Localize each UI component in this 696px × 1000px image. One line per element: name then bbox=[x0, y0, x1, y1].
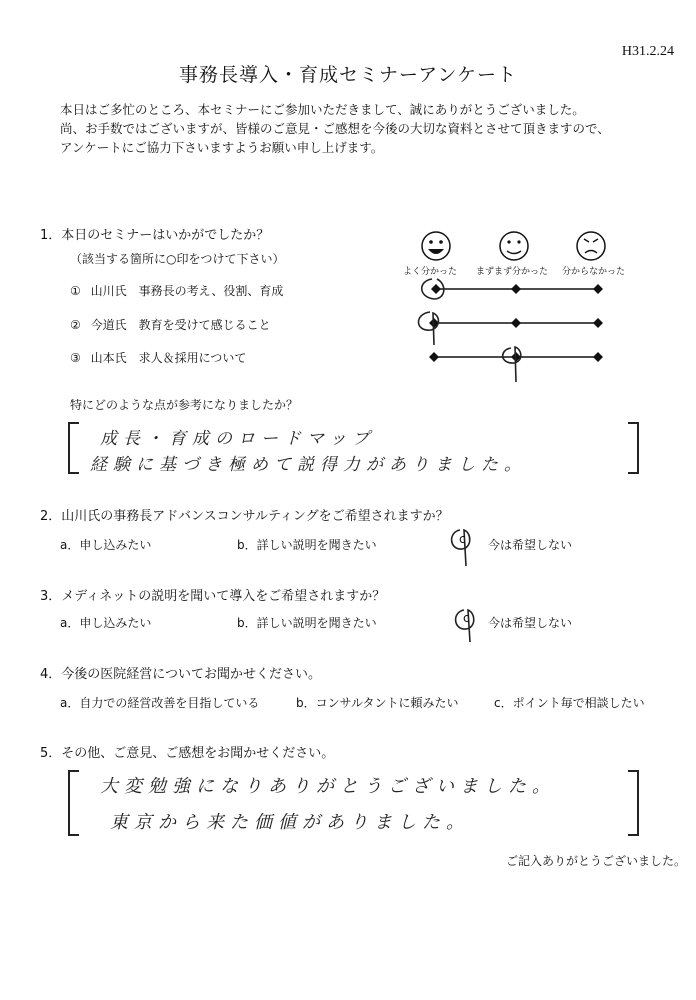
page-title: 事務長導入・育成セミナーアンケート bbox=[179, 64, 517, 86]
q2-mark: c bbox=[459, 532, 466, 546]
intro-line: 本日はご多忙のところ、本セミナーにご参加いただきまして、誠にありがとうございました。 bbox=[60, 102, 585, 117]
scale-label: まずまず分かった bbox=[476, 267, 549, 277]
q2-question: 2．山川氏の事務長アドバンスコンサルティングをご希望されますか？ bbox=[40, 509, 449, 524]
closing-text: ご記入ありがとうございました。 bbox=[505, 854, 686, 868]
q4-option-a: a．自力での経営改善を目指している bbox=[60, 696, 260, 710]
q1-question: 1．本日のセミナーはいかがでしたか？ bbox=[40, 228, 270, 243]
q1-item bbox=[70, 316, 271, 333]
item-number: ① bbox=[70, 284, 81, 298]
q3-option-c: 今は希望しない bbox=[488, 616, 573, 630]
q4-option-c: c．ポイント毎で相談したい bbox=[494, 696, 645, 710]
q4-question: 4．今後の医院経営についてお聞かせください。 bbox=[40, 667, 322, 682]
q1-item bbox=[70, 349, 246, 366]
intro-line: アンケートにご協力下さいますようお願い申し上げます。 bbox=[60, 140, 384, 155]
date: H31.2.24 bbox=[621, 44, 674, 59]
answer-bracket-left bbox=[68, 422, 79, 474]
q3-question: 3．メディネットの説明を聞いて導入をご希望されますか？ bbox=[40, 589, 386, 604]
scale-label: よく分かった bbox=[403, 267, 458, 277]
q2-option-c: 今は希望しない bbox=[488, 538, 573, 552]
q5-question: 5．その他、ご意見、ご感想をお聞かせください。 bbox=[40, 746, 335, 761]
smile-face-icon bbox=[422, 232, 450, 260]
item-number: ③ bbox=[70, 351, 81, 365]
q1-item bbox=[70, 282, 283, 299]
handwritten-answer: 成長・育成のロードマップ bbox=[100, 429, 376, 449]
q4-option-b: b．コンサルタントに頼みたい bbox=[296, 696, 459, 710]
q1-note: （該当する箇所に○印をつけて下さい） bbox=[70, 252, 285, 266]
q3-option-b: b．詳しい説明を聞きたい bbox=[237, 616, 377, 630]
item-label: 山本氏 求人＆採用について bbox=[90, 351, 247, 365]
q2-option-b: b．詳しい説明を聞きたい bbox=[237, 538, 377, 552]
q2-option-a: a．申し込みたい bbox=[60, 538, 152, 552]
answer-bracket-left bbox=[68, 770, 79, 836]
scale-label: 分からなかった bbox=[562, 267, 626, 277]
frown-face-icon bbox=[577, 232, 605, 260]
answer-bracket-right bbox=[628, 422, 639, 474]
q3-mark: c bbox=[463, 611, 470, 625]
handwritten-answer: 大変勉強になりありがとうございました。 bbox=[100, 776, 556, 797]
rating-line-1 bbox=[431, 284, 603, 294]
intro-line: 尚、お手数ではございますが、皆様のご意見・ご感想を今後の大切な資料とさせて頂きますので、 bbox=[60, 121, 610, 136]
handwritten-circle-mark bbox=[418, 312, 438, 345]
handwritten-answer: 経験に基づき極めて説得力がありました。 bbox=[90, 455, 527, 475]
neutral-face-icon bbox=[500, 232, 528, 260]
handwritten-answer: 東京から来た価値がありました。 bbox=[110, 812, 470, 833]
handwritten-circle-mark bbox=[503, 347, 521, 382]
item-label: 山川氏 事務長の考え、役割、育成 bbox=[90, 284, 284, 298]
item-label: 今道氏 教育を受けて感じること bbox=[90, 318, 271, 332]
q1-followup: 特にどのような点が参考になりましたか？ bbox=[70, 398, 299, 412]
q3-option-a: a．申し込みたい bbox=[60, 616, 152, 630]
answer-bracket-right bbox=[628, 770, 639, 836]
rating-line-2 bbox=[429, 318, 603, 328]
item-number: ② bbox=[70, 318, 81, 332]
